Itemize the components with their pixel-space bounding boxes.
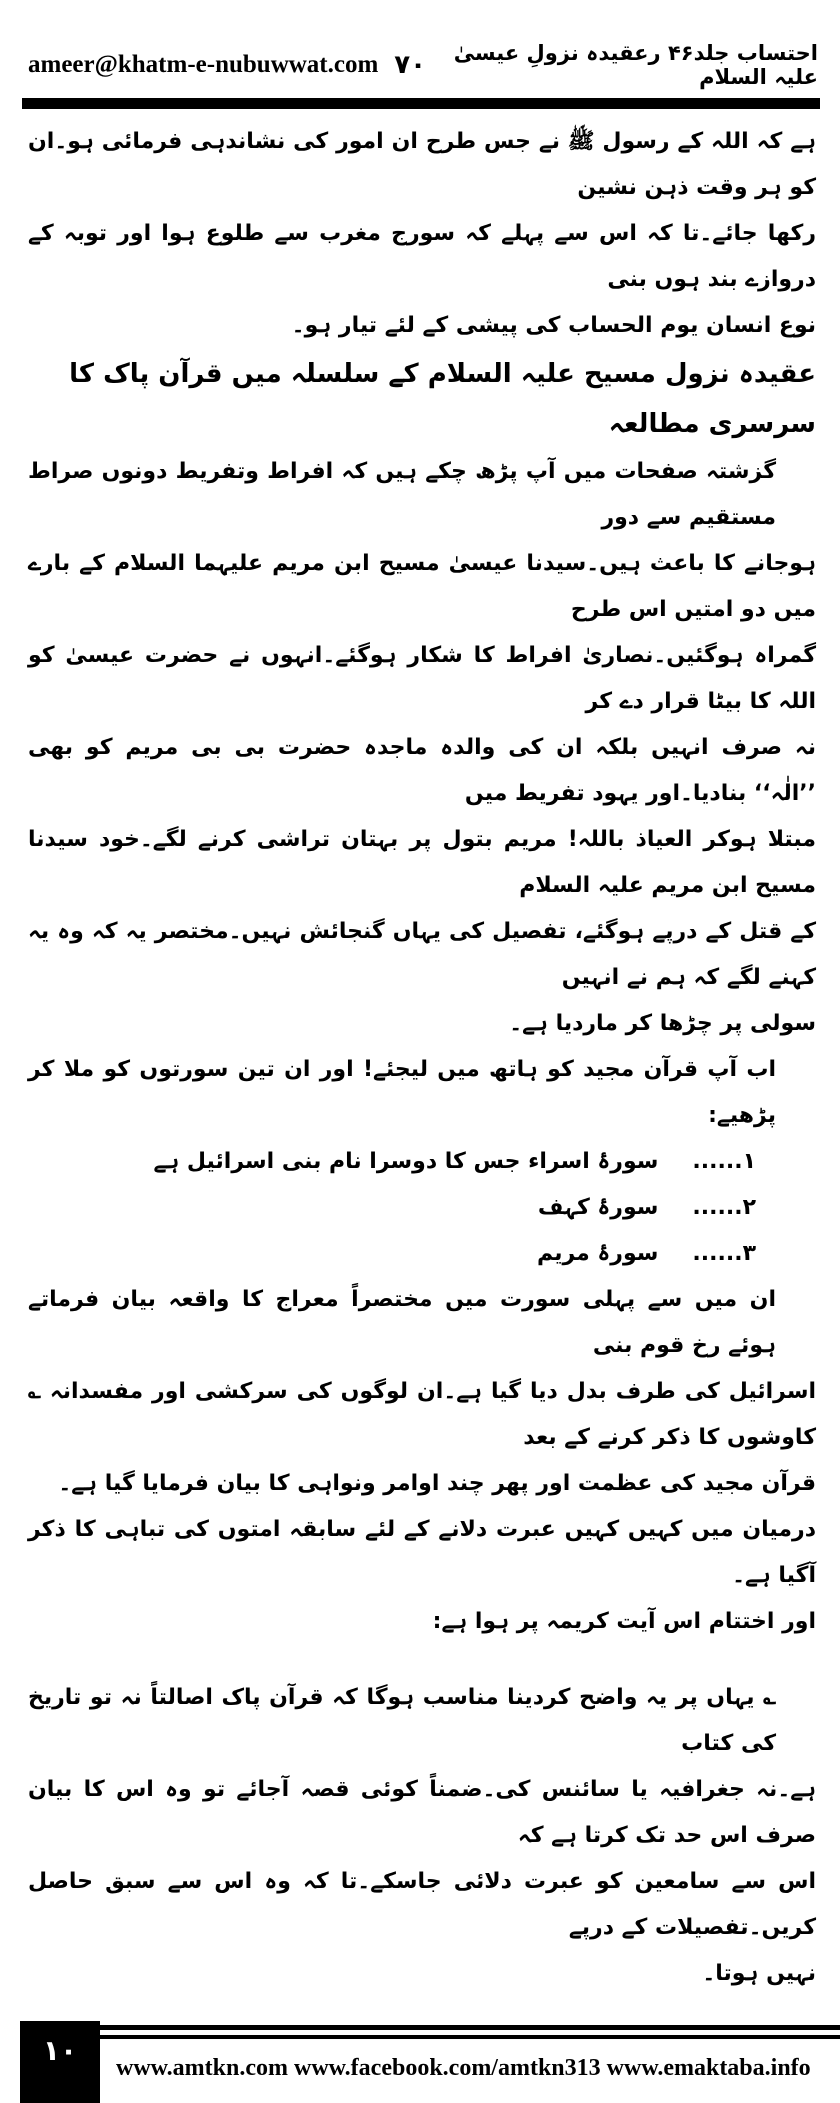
text-line: اسرائیل کی طرف بدل دیا گیا ہے۔ان لوگوں کی سرکشی اور مفسدانہ ؎ کاوشوں کا ذکر کرنے کے بعد [28, 1379, 816, 1450]
surah-item [28, 1231, 816, 1277]
text-line: ہوجانے کا باعث ہیں۔سیدنا عیسیٰ مسیح ابن مریم علیہما السلام کے بارے میں دو امتیں اس طرح [28, 551, 816, 622]
footnote-line: اس سے سامعین کو عبرت دلائی جاسکے۔تا کہ وہ اس سے سبق حاصل کریں۔تفصیلات کے درپے [28, 1869, 816, 1940]
paragraph-4: اور اختتام اس آیت کریمہ پر ہوا ہے: [432, 1609, 816, 1634]
header-rule [22, 98, 820, 109]
text-line: کے قتل کے درپے ہوگئے، تفصیل کی یہاں گنجائش نہیں۔مختصر یہ کہ وہ یہ کہنے لگے کہ ہم نے انہیں [28, 919, 816, 990]
page-footer [20, 2021, 840, 2103]
text-line: نہ صرف انہیں بلکہ ان کی والدہ ماجدہ حضرت بی بی مریم کو بھی ’’الٰہ‘‘ بنادیا۔اور یہود تفریط میں [28, 735, 816, 806]
footnote-line: ہے۔نہ جغرافیہ یا سائنس کی۔ضمناً کوئی قصہ آجائے تو وہ اس کا بیان صرف اس حد تک کرتا ہے کہ [28, 1777, 816, 1848]
paragraph-1 [28, 449, 816, 1047]
surah-number: ۳...... [692, 1241, 756, 1266]
footer-rule [100, 2035, 840, 2039]
header-page-number: ۷۰ [394, 50, 427, 80]
text-line: سولی پر چڑھا کر ماردیا ہے۔ [509, 1011, 816, 1036]
text-line: ان میں سے پہلی سورت میں مختصراً معراج کا واقعہ بیان فرماتے ہوئے رخ قوم بنی [28, 1287, 776, 1358]
text-line: نوع انسان یوم الحساب کی پیشی کے لئے تیار ہو۔ [291, 313, 816, 338]
header-email: ameer@khatm-e-nubuwwat.com [28, 51, 379, 78]
page-header [22, 40, 820, 90]
header-title: احتساب جلد۴۶ رعقیدہ نزولِ عیسیٰ علیہ السلام [453, 41, 818, 89]
text-line: رکھا جائے۔تا کہ اس سے پہلے کہ سورج مغرب سے طلوع ہوا اور توبہ کے دروازے بند ہوں بنی [28, 221, 816, 292]
surah-number: ۱...... [692, 1149, 756, 1174]
text-line: قرآن مجید کی عظمت اور پھر چند اوامر ونواہی کا بیان فرمایا گیا ہے۔ [58, 1471, 816, 1496]
surah-name: سورۂ مریم [536, 1241, 659, 1266]
surah-number: ۲...... [692, 1195, 756, 1220]
text-line: مبتلا ہوکر العیاذ باللہ! مریم بتول پر بہتان تراشی کرنے لگے۔خود سیدنا مسیح ابن مریم علیہ السلام [28, 827, 816, 898]
footnote-line: ؎ یہاں پر یہ واضح کردینا مناسب ہوگا کہ قرآن پاک اصالتاً نہ تو تاریخ کی کتاب [28, 1685, 776, 1756]
footer-urls: www.amtkn.com www.facebook.com/amtkn313 www.emaktaba.info [116, 2055, 811, 2081]
text-line: گمراہ ہوگئیں۔نصاریٰ افراط کا شکار ہوگئے۔انہوں نے حضرت عیسیٰ کو اللہ کا بیٹا قرار دے کر [28, 643, 816, 714]
text-line: ہے کہ اللہ کے رسول ﷺ نے جس طرح ان امور کی نشاندہی فرمائی ہو۔ان کو ہر وقت ذہن نشین [28, 129, 816, 200]
section-heading: عقیدہ نزول مسیح علیہ السلام کے سلسلہ میں قرآن پاک کا سرسری مطالعہ [69, 359, 816, 439]
text-line: گزشتہ صفحات میں آپ پڑھ چکے ہیں کہ افراط وتفریط دونوں صراط مستقیم سے دور [28, 459, 776, 530]
surah-item [28, 1185, 816, 1231]
footnote [28, 1675, 816, 1997]
page-body [22, 109, 820, 1997]
footer-page-number: ۱۰ [20, 2021, 100, 2103]
surah-item [28, 1139, 816, 1185]
surah-list [28, 1139, 816, 1277]
paragraph-2 [28, 1277, 816, 1507]
paragraph-3: درمیان میں کہیں کہیں عبرت دلانے کے لئے سابقہ امتوں کی تباہی کا ذکر آگیا ہے۔ [28, 1517, 816, 1588]
footer-rule [100, 2025, 840, 2030]
footnote-line: نہیں ہوتا۔ [702, 1961, 816, 1986]
intro-paragraph [28, 119, 816, 349]
surah-name: سورۂ اسراء جس کا دوسرا نام بنی اسرائیل ہے [153, 1149, 659, 1174]
surah-name: سورۂ کہف [537, 1195, 659, 1220]
instruction-line: اب آپ قرآن مجید کو ہاتھ میں لیجئے! اور ان تین سورتوں کو ملا کر پڑھیے: [28, 1057, 776, 1128]
